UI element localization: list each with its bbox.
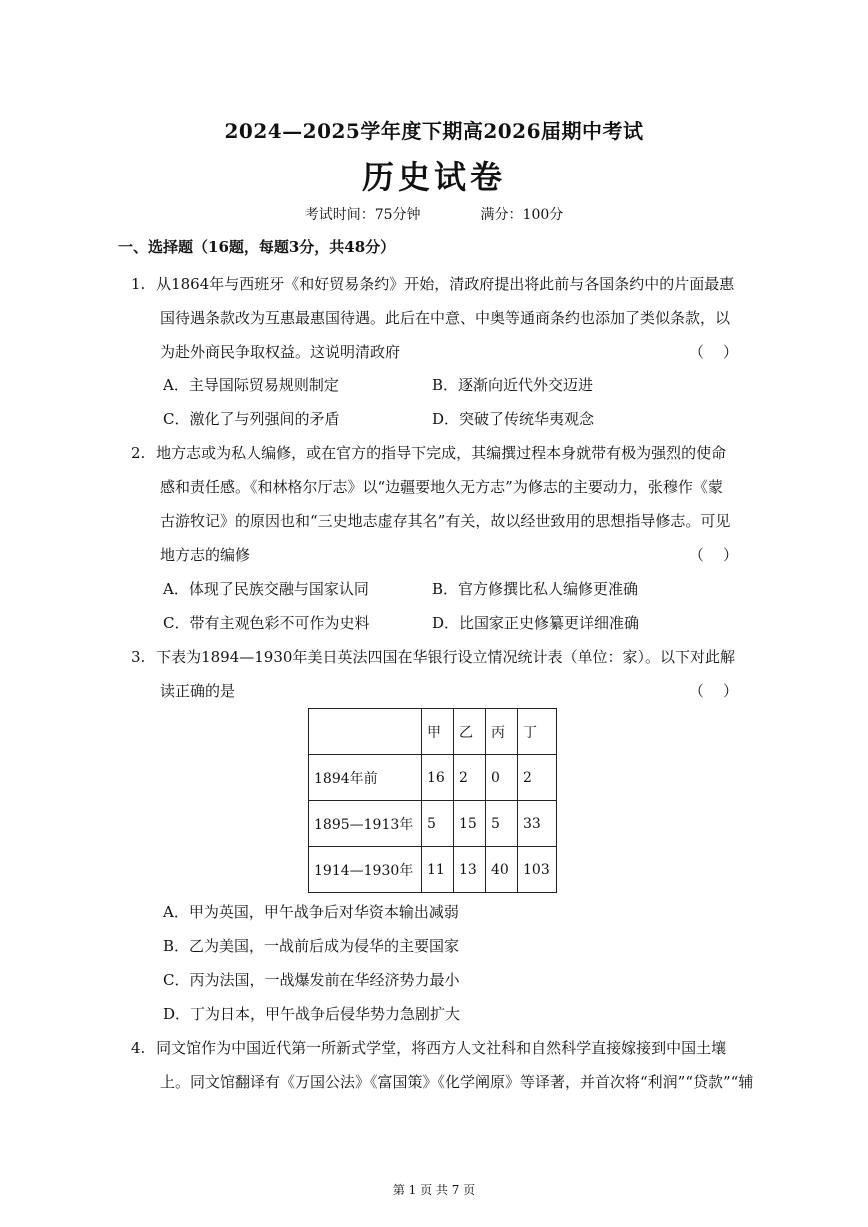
section-heading: 一、选择题（16题，每题3分，共48分）: [118, 238, 396, 256]
table-cell: 5: [422, 801, 454, 847]
question-text-line: 国待遇条款改为互惠最惠国待遇。此后在中意、中奥等通商条约也添加了类似条款，以: [160, 309, 731, 327]
table-cell: 15: [454, 801, 486, 847]
option-a[interactable]: A．体现了民族交融与国家认同: [163, 580, 369, 598]
question-number: 1.: [131, 275, 146, 293]
option-b[interactable]: B．逐渐向近代外交迈进: [432, 376, 594, 394]
answer-blank: （ ）: [688, 343, 738, 361]
table-header-cell: 乙: [454, 709, 486, 755]
question-text-line: 上。同文馆翻译有《万国公法》《富国策》《化学阐原》等译著，并首次将“利润”“贷款”“辅: [160, 1073, 754, 1091]
page-footer: 第 1 页 共 7 页: [392, 1183, 476, 1197]
answer-blank: （ ）: [688, 682, 738, 700]
table-cell: 13: [454, 847, 486, 893]
option-c[interactable]: C．带有主观色彩不可作为史料: [163, 614, 370, 632]
table-cell: 1894年前: [309, 755, 422, 801]
answer-blank: （ ）: [688, 546, 738, 564]
table-cell: 103: [518, 847, 557, 893]
table-row: [309, 801, 557, 847]
exam-title: 2024—2025学年度下期高2026届期中考试: [224, 119, 644, 143]
table-header-cell: 丁: [518, 709, 557, 755]
question-text-line: 古游牧记》的原因也和“三史地志虚存其名”有关，故以经世致用的思想指导修志。可见: [160, 512, 731, 530]
table-cell: 2: [518, 755, 557, 801]
option-b[interactable]: B．官方修撰比私人编修更准确: [432, 580, 639, 598]
table-cell: 11: [422, 847, 454, 893]
option-c[interactable]: C．丙为法国，一战爆发前在华经济势力最小: [163, 971, 460, 989]
option-d[interactable]: D．突破了传统华夷观念: [432, 410, 595, 428]
option-a[interactable]: A．主导国际贸易规则制定: [163, 376, 339, 394]
question-text-line: 同文馆作为中国近代第一所新式学堂，将西方人文社科和自然科学直接嫁接到中国土壤: [156, 1039, 727, 1057]
full-score: 满分：100分: [480, 207, 564, 223]
question-number: 2.: [131, 444, 146, 462]
table-row: [309, 755, 557, 801]
question-number: 4.: [131, 1039, 146, 1057]
exam-time: 考试时间：75分钟: [304, 207, 421, 223]
table-header-cell: 甲: [422, 709, 454, 755]
subject-title: 历史试卷: [361, 158, 506, 196]
option-c[interactable]: C．激化了与列强间的矛盾: [163, 410, 340, 428]
question-text-line: 地方志或为私人编修，或在官方的指导下完成，其编撰过程本身就带有极为强烈的使命: [156, 444, 727, 462]
exam-meta: [0, 204, 868, 224]
question-text-line: 感和责任感。《和林格尔厅志》以“边疆要地久无方志”为修志的主要动力，张穆作《蒙: [160, 478, 723, 496]
table-cell: 16: [422, 755, 454, 801]
table-row: [309, 847, 557, 893]
table-cell: 1895—1913年: [309, 801, 422, 847]
table-header-cell: [309, 709, 422, 755]
option-d[interactable]: D．比国家正史修纂更详细准确: [432, 614, 640, 632]
table-cell: 1914—1930年: [309, 847, 422, 893]
table-cell: 2: [454, 755, 486, 801]
table-header-cell: 丙: [486, 709, 518, 755]
table-header-row: [309, 709, 557, 755]
table-cell: 5: [486, 801, 518, 847]
question-text-line: 地方志的编修: [160, 546, 251, 564]
bank-statistics-table: [308, 708, 557, 893]
option-b[interactable]: B．乙为美国，一战前后成为侵华的主要国家: [163, 937, 460, 955]
table-cell: 33: [518, 801, 557, 847]
question-text-line: 读正确的是: [160, 682, 236, 700]
question-number: 3.: [131, 648, 146, 666]
table-cell: 0: [486, 755, 518, 801]
question-text-line: 下表为1894—1930年美日英法四国在华银行设立情况统计表（单位：家）。以下对此解: [156, 648, 735, 666]
question-text-line: 为赴外商民争取权益。这说明清政府: [160, 343, 401, 361]
table-cell: 40: [486, 847, 518, 893]
option-d[interactable]: D．丁为日本，甲午战争后侵华势力急剧扩大: [163, 1005, 461, 1023]
question-text-line: 从1864年与西班牙《和好贸易条约》开始，清政府提出将此前与各国条约中的片面最惠: [156, 275, 735, 293]
option-a[interactable]: A．甲为英国，甲午战争后对华资本输出减弱: [163, 903, 459, 921]
